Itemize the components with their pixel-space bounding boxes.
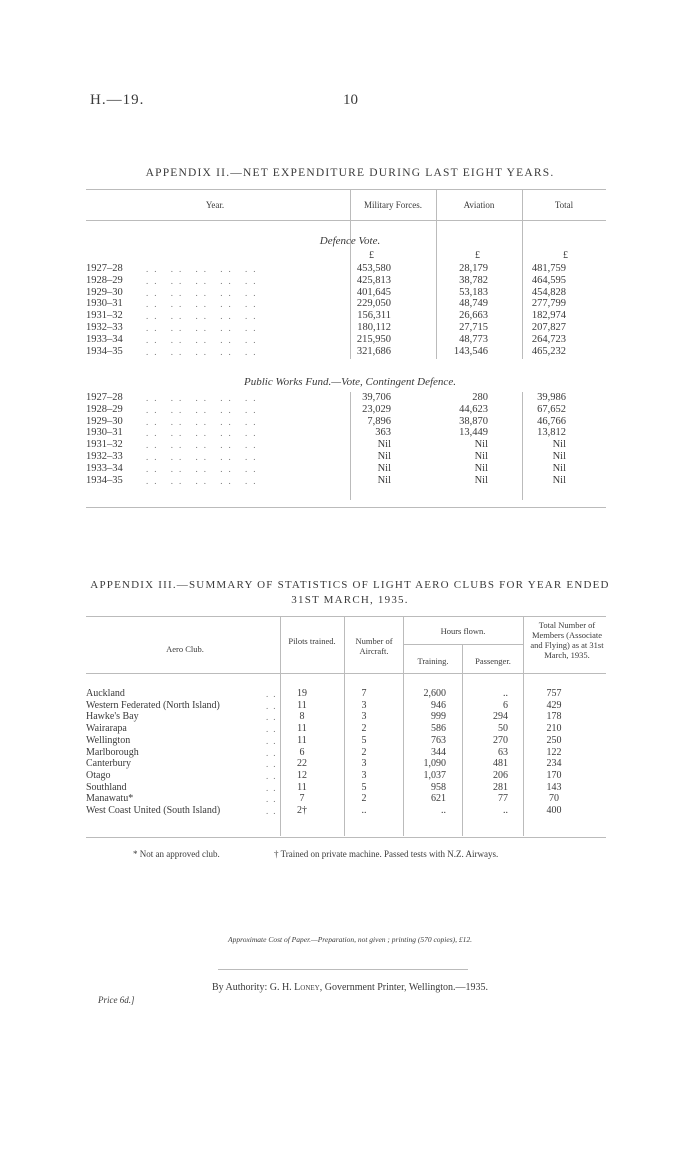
aviation-cell: 28,179 bbox=[459, 263, 488, 274]
leader-dots: .. .. .. .. .. bbox=[146, 264, 262, 274]
table-row bbox=[86, 322, 606, 334]
pilots-cell: 7 bbox=[299, 793, 305, 805]
total-cell: Nil bbox=[552, 439, 566, 451]
footer-rule bbox=[218, 969, 468, 970]
leader-dots: .. bbox=[266, 782, 281, 793]
aviation-cell: 13,449 bbox=[459, 427, 488, 439]
aviation-cell: Nil bbox=[474, 439, 488, 451]
total-cell: 67,652 bbox=[537, 403, 566, 415]
passenger-cell: .. bbox=[503, 805, 508, 816]
aircraft-cell: 3 bbox=[361, 711, 367, 723]
col-year: Year. bbox=[205, 200, 225, 210]
members-cell: 234 bbox=[546, 758, 562, 770]
leader-dots: .. .. .. .. .. bbox=[146, 311, 262, 322]
leader-dots: .. bbox=[266, 794, 281, 805]
members-cell: 70 bbox=[549, 793, 559, 805]
table-row bbox=[86, 700, 606, 712]
appendix-ii-title: APPENDIX II.—NET EXPENDITURE DURING LAST EIGHT YEARS. bbox=[145, 167, 555, 179]
table-row bbox=[86, 310, 606, 322]
pilots-cell: 19 bbox=[297, 688, 307, 699]
authority-line bbox=[0, 982, 700, 993]
table-row bbox=[86, 404, 606, 416]
col-pilots-trained: Pilots trained. bbox=[288, 636, 336, 646]
total-cell: 13,812 bbox=[537, 427, 566, 439]
total-cell: 39,986 bbox=[537, 392, 566, 403]
military-cell: 363 bbox=[375, 427, 391, 439]
passenger-cell: 50 bbox=[498, 723, 508, 735]
table2-bottom-rule bbox=[86, 837, 606, 838]
year-cell: 1933–34 bbox=[86, 462, 123, 474]
club-name-cell: West Coast United (South Island) bbox=[86, 805, 221, 816]
leader-dots: .. bbox=[266, 759, 281, 770]
table-row bbox=[86, 723, 606, 735]
passenger-cell: 63 bbox=[498, 746, 508, 758]
aviation-cell: Nil bbox=[474, 462, 488, 474]
leader-dots: .. .. .. .. .. bbox=[146, 346, 262, 357]
table-row bbox=[86, 475, 606, 487]
leader-dots: .. .. .. .. .. bbox=[146, 393, 262, 403]
training-cell: .. bbox=[441, 805, 446, 816]
year-cell: 1933–34 bbox=[86, 333, 123, 345]
year-cell: 1931–32 bbox=[86, 439, 123, 451]
table-row bbox=[86, 793, 606, 805]
table2-top-rule bbox=[86, 616, 606, 617]
club-name-cell: Hawke's Bay bbox=[86, 711, 139, 723]
pilots-cell: 11 bbox=[297, 781, 307, 793]
club-name-cell: Auckland bbox=[86, 688, 125, 699]
table1-header-rule bbox=[86, 220, 606, 221]
aircraft-cell: 7 bbox=[361, 688, 367, 699]
col-military: Military Forces. bbox=[364, 200, 422, 210]
training-cell: 621 bbox=[431, 793, 446, 805]
leader-dots: .. bbox=[266, 689, 281, 699]
military-cell: 180,112 bbox=[357, 322, 391, 333]
aviation-cell: 44,623 bbox=[459, 403, 488, 415]
appendix-iii-title-line2: 31ST MARCH, 1935. bbox=[291, 594, 409, 606]
col-aero-club: Aero Club. bbox=[166, 644, 204, 654]
club-name-cell: Wairarapa bbox=[86, 723, 127, 735]
total-cell: 264,723 bbox=[531, 333, 566, 345]
aviation-cell: Nil bbox=[474, 451, 488, 462]
total-cell: 454,828 bbox=[531, 286, 566, 298]
price: Price 6d.] bbox=[98, 995, 135, 1005]
aviation-cell: 48,749 bbox=[459, 298, 488, 310]
members-cell: 757 bbox=[546, 688, 562, 699]
col-total: Total bbox=[554, 200, 574, 210]
passenger-cell: 77 bbox=[498, 793, 508, 805]
military-cell: Nil bbox=[377, 462, 391, 474]
military-cell: 229,050 bbox=[356, 298, 391, 310]
passenger-cell: 270 bbox=[493, 734, 508, 746]
club-name-cell: Canterbury bbox=[86, 758, 131, 770]
year-cell: 1930–31 bbox=[86, 427, 123, 439]
military-cell: Nil bbox=[377, 451, 391, 462]
total-cell: 207,827 bbox=[531, 322, 566, 333]
military-cell: 39,706 bbox=[362, 392, 391, 403]
leader-dots: .. .. .. .. .. bbox=[146, 404, 262, 415]
training-cell: 1,037 bbox=[423, 769, 446, 781]
leader-dots: .. bbox=[266, 735, 281, 746]
training-cell: 763 bbox=[431, 734, 446, 746]
defence-vote-heading: Defence Vote. bbox=[319, 235, 381, 247]
year-cell: 1934–35 bbox=[86, 345, 123, 357]
members-cell: 170 bbox=[546, 769, 562, 781]
table1-top-rule bbox=[86, 189, 606, 190]
military-cell: 7,896 bbox=[367, 415, 391, 427]
table-row bbox=[86, 747, 606, 759]
members-cell: 400 bbox=[546, 805, 562, 816]
pilots-cell: 12 bbox=[297, 769, 307, 781]
col-aviation: Aviation bbox=[463, 200, 495, 210]
training-cell: 344 bbox=[431, 746, 446, 758]
leader-dots: .. bbox=[266, 747, 281, 758]
leader-dots: .. bbox=[266, 806, 281, 816]
document-reference: H.—19. bbox=[90, 92, 145, 108]
table-row bbox=[86, 275, 606, 287]
training-cell: 958 bbox=[431, 781, 446, 793]
club-name-cell: Otago bbox=[86, 769, 111, 781]
col-total-members: Total Number of Members (Associate and Flying) as at 31st March, 1935. bbox=[530, 620, 604, 660]
total-cell: Nil bbox=[552, 462, 566, 474]
aviation-cell: 27,715 bbox=[459, 322, 488, 333]
table-row bbox=[86, 805, 606, 817]
aircraft-cell: 2 bbox=[361, 793, 367, 805]
pilots-cell: 11 bbox=[297, 734, 307, 746]
year-cell: 1929–30 bbox=[86, 286, 123, 298]
pilots-cell: 6 bbox=[299, 746, 305, 758]
total-cell: 464,595 bbox=[531, 274, 566, 286]
table-row bbox=[86, 392, 606, 404]
aviation-cell: 280 bbox=[472, 392, 488, 403]
table-row bbox=[86, 334, 606, 346]
training-cell: 1,090 bbox=[423, 758, 446, 770]
leader-dots: .. .. .. .. .. bbox=[146, 334, 262, 345]
table1-bottom-rule bbox=[86, 507, 606, 508]
table-row bbox=[86, 287, 606, 299]
year-cell: 1928–29 bbox=[86, 403, 123, 415]
members-cell: 250 bbox=[546, 734, 562, 746]
col-passenger: Passenger. bbox=[475, 656, 511, 666]
aviation-cell: 53,183 bbox=[459, 286, 488, 298]
table-row bbox=[86, 416, 606, 428]
table2-header-rule bbox=[86, 673, 606, 674]
table-row bbox=[86, 451, 606, 463]
training-cell: 2,600 bbox=[423, 688, 446, 699]
leader-dots: .. bbox=[266, 700, 281, 711]
table2-hours-rule bbox=[403, 644, 523, 645]
table-row bbox=[86, 711, 606, 723]
leader-dots: .. bbox=[266, 770, 281, 781]
public-works-heading: Public Works Fund.—Vote, Contingent Defence. bbox=[244, 376, 456, 388]
military-cell: 425,813 bbox=[356, 274, 391, 286]
table-row bbox=[86, 770, 606, 782]
leader-dots: .. .. .. .. .. bbox=[146, 440, 262, 451]
currency-symbol: £ bbox=[475, 250, 480, 261]
year-cell: 1931–32 bbox=[86, 310, 123, 322]
aircraft-cell: 5 bbox=[361, 781, 367, 793]
year-cell: 1928–29 bbox=[86, 274, 123, 286]
aviation-cell: 38,782 bbox=[459, 274, 488, 286]
military-cell: Nil bbox=[377, 439, 391, 451]
aviation-cell: 143,546 bbox=[453, 345, 488, 357]
total-cell: 46,766 bbox=[537, 415, 566, 427]
total-cell: Nil bbox=[552, 451, 566, 462]
leader-dots: .. .. .. .. .. bbox=[146, 299, 262, 310]
table-row bbox=[86, 735, 606, 747]
year-cell: 1927–28 bbox=[86, 263, 123, 274]
training-cell: 586 bbox=[431, 723, 446, 735]
page-number: 10 bbox=[343, 92, 358, 108]
training-cell: 946 bbox=[431, 699, 446, 711]
table-row bbox=[86, 263, 606, 275]
military-cell: 23,029 bbox=[362, 403, 391, 415]
leader-dots: .. .. .. .. .. bbox=[146, 416, 262, 427]
total-cell: 182,974 bbox=[531, 310, 566, 322]
members-cell: 122 bbox=[546, 746, 562, 758]
year-cell: 1932–33 bbox=[86, 322, 123, 333]
col-hours-flown: Hours flown. bbox=[440, 626, 486, 636]
cost-of-paper bbox=[0, 935, 700, 944]
year-cell: 1927–28 bbox=[86, 392, 123, 403]
leader-dots: .. .. .. .. .. bbox=[146, 475, 262, 486]
footnote-not-approved: * Not an approved club. bbox=[133, 849, 220, 859]
club-name-cell: Western Federated (North Island) bbox=[86, 699, 220, 711]
appendix-iii-title bbox=[0, 578, 700, 608]
total-cell: 481,759 bbox=[531, 263, 566, 274]
members-cell: 143 bbox=[546, 781, 562, 793]
passenger-cell: 206 bbox=[493, 769, 508, 781]
total-cell: 277,799 bbox=[531, 298, 566, 310]
authority-prefix: By Authority: G. H. bbox=[211, 982, 292, 993]
members-cell: 178 bbox=[546, 711, 562, 723]
military-cell: Nil bbox=[377, 474, 391, 486]
members-cell: 429 bbox=[546, 699, 562, 711]
leader-dots: .. .. .. .. .. bbox=[146, 287, 262, 298]
total-cell: Nil bbox=[552, 474, 566, 486]
table-row bbox=[86, 427, 606, 439]
year-cell: 1929–30 bbox=[86, 415, 123, 427]
currency-symbol: £ bbox=[563, 250, 568, 261]
aviation-cell: 38,870 bbox=[459, 415, 488, 427]
aircraft-cell: 5 bbox=[361, 734, 367, 746]
military-cell: 453,580 bbox=[356, 263, 391, 274]
pilots-cell: 11 bbox=[297, 723, 307, 735]
table-row bbox=[86, 688, 606, 700]
members-cell: 210 bbox=[546, 723, 562, 735]
leader-dots: .. bbox=[266, 712, 281, 723]
pilots-cell: 2† bbox=[297, 805, 307, 816]
col-aircraft: Number of Aircraft. bbox=[355, 636, 393, 656]
aircraft-cell: .. bbox=[361, 805, 367, 816]
leader-dots: .. .. .. .. .. bbox=[146, 463, 262, 474]
military-cell: 401,645 bbox=[356, 286, 391, 298]
passenger-cell: .. bbox=[503, 688, 508, 699]
currency-symbol: £ bbox=[369, 250, 374, 261]
aircraft-cell: 3 bbox=[361, 699, 367, 711]
pilots-cell: 8 bbox=[299, 711, 305, 723]
pilots-cell: 11 bbox=[297, 699, 307, 711]
aircraft-cell: 2 bbox=[361, 746, 367, 758]
table-row bbox=[86, 782, 606, 794]
military-cell: 321,686 bbox=[356, 345, 391, 357]
passenger-cell: 6 bbox=[503, 699, 508, 711]
leader-dots: .. .. .. .. .. bbox=[146, 428, 262, 439]
club-name-cell: Marlborough bbox=[86, 746, 139, 758]
footnote-private-machine: † Trained on private machine. Passed tests with N.Z. Airways. bbox=[274, 849, 499, 859]
table-row bbox=[86, 758, 606, 770]
table-row bbox=[86, 463, 606, 475]
year-cell: 1932–33 bbox=[86, 451, 123, 462]
training-cell: 999 bbox=[431, 711, 446, 723]
military-cell: 156,311 bbox=[357, 310, 391, 322]
table-row bbox=[86, 346, 606, 358]
passenger-cell: 294 bbox=[493, 711, 508, 723]
col-training: Training. bbox=[417, 656, 449, 666]
aviation-cell: Nil bbox=[474, 474, 488, 486]
table-row bbox=[86, 298, 606, 310]
printer-name: Loney bbox=[294, 982, 320, 993]
military-cell: 215,950 bbox=[356, 333, 391, 345]
aircraft-cell: 3 bbox=[361, 769, 367, 781]
year-cell: 1930–31 bbox=[86, 298, 123, 310]
leader-dots: .. .. .. .. .. bbox=[146, 275, 262, 286]
aviation-cell: 48,773 bbox=[459, 333, 488, 345]
authority-suffix: , Government Printer, Wellington.—1935. bbox=[319, 982, 489, 993]
leader-dots: .. .. .. .. .. bbox=[146, 323, 262, 333]
aviation-cell: 26,663 bbox=[459, 310, 488, 322]
club-name-cell: Manawatu* bbox=[86, 793, 134, 805]
total-cell: 465,232 bbox=[531, 345, 566, 357]
club-name-cell: Wellington bbox=[86, 734, 131, 746]
passenger-cell: 481 bbox=[493, 758, 508, 770]
table-row bbox=[86, 439, 606, 451]
appendix-iii-title-line1: APPENDIX III.—SUMMARY OF STATISTICS OF LIGHT AERO CLUBS FOR YEAR ENDED bbox=[90, 579, 610, 591]
pilots-cell: 22 bbox=[297, 758, 307, 770]
aircraft-cell: 3 bbox=[361, 758, 367, 770]
year-cell: 1934–35 bbox=[86, 474, 123, 486]
cost-text: Approximate Cost of Paper.—Preparation, not given ; printing (570 copies), £12. bbox=[227, 935, 472, 944]
aircraft-cell: 2 bbox=[361, 723, 367, 735]
leader-dots: .. bbox=[266, 724, 281, 735]
club-name-cell: Southland bbox=[86, 781, 127, 793]
passenger-cell: 281 bbox=[493, 781, 508, 793]
leader-dots: .. .. .. .. .. bbox=[146, 452, 262, 462]
